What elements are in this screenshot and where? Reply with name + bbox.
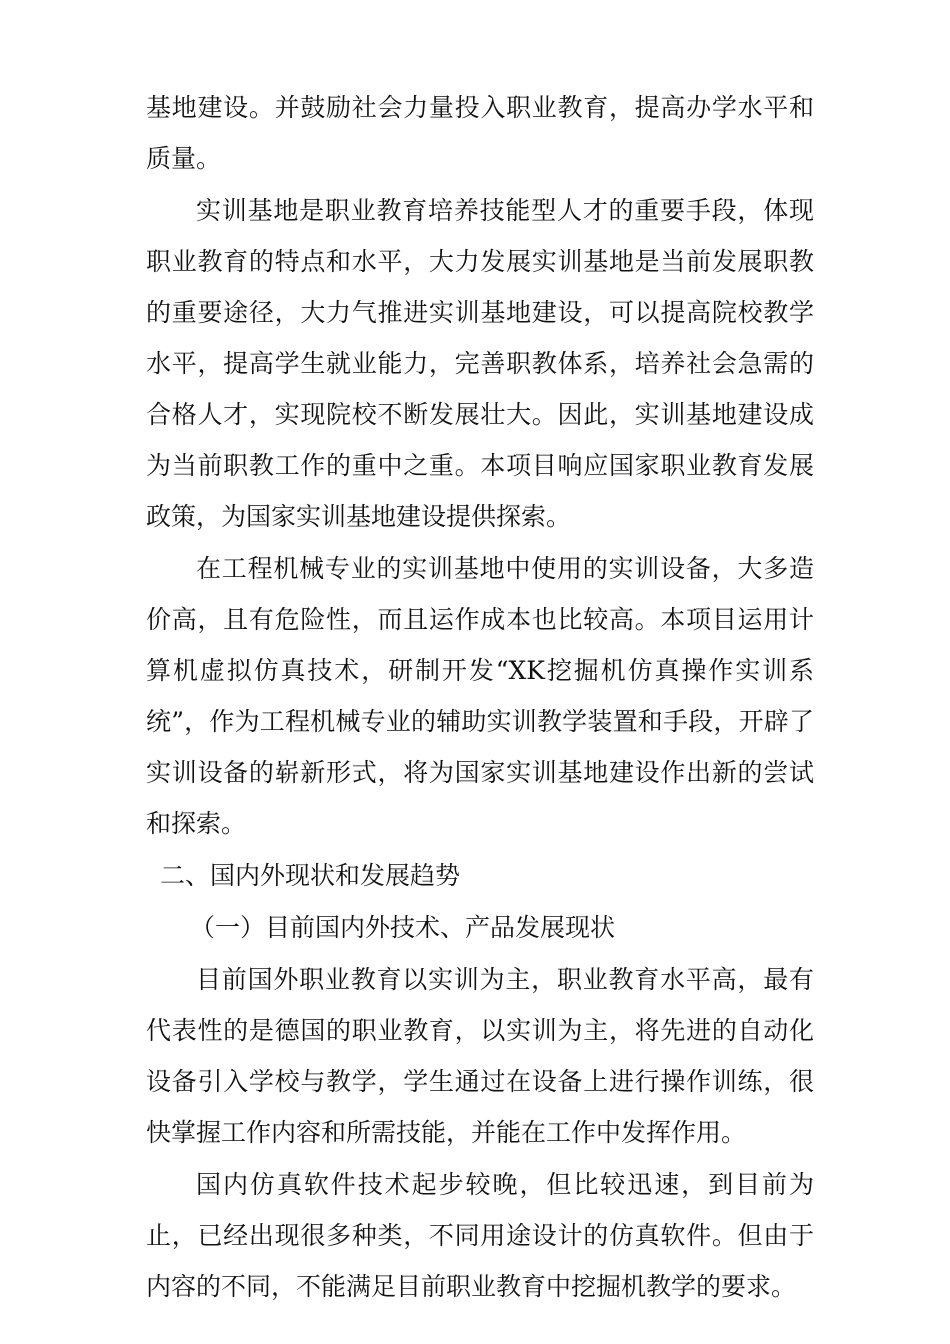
paragraph-foreign: 目前国外职业教育以实训为主，职业教育水平高，最有代表性的是德国的职业教育，以实训为主，将先进的自动化设备引入学校与教学，学生通过在设备上进行操作训练，很快掌握工作内容和所需技能，并能在工作中发挥作用。 bbox=[146, 965, 814, 1147]
paragraph-training-base: 实训基地是职业教育培养技能型人才的重要手段，体现职业教育的特点和水平，大力发展实训基地是当前发展职教的重要途径，大力气推进实训基地建设，可以提高院校教学水平，提高学生就业能力，完善职教体系，培养社会急需的合格人才，实现院校不断发展壮大。因此，实训基地建设成为当前职教工作的重中之重。本项目响应国家职业教育发展政策，为国家实训基地建设提供探索。 bbox=[146, 196, 814, 531]
paragraph-domestic: 国内仿真软件技术起步较晚，但比较迅速，到目前为止，已经出现很多种类，不同用途设计的仿真软件。但由于内容的不同，不能满足目前职业教育中挖掘机教学的要求。 bbox=[146, 1170, 814, 1301]
subsection-heading: （一）目前国内外技术、产品发展现状 bbox=[190, 913, 616, 942]
document-body bbox=[146, 82, 814, 1312]
paragraph-continued: 基地建设。并鼓励社会力量投入职业教育，提高办学水平和质量。 bbox=[146, 93, 814, 173]
paragraph-engineering: 在工程机械专业的实训基地中使用的实训设备，大多造价高，且有危险性，而且运作成本也比较高。本项目运用计算机虚拟仿真技术，研制开发“XK挖掘机仿真操作实训系统”，作为工程机械专业的辅助实训教学装置和手段，开辟了实训设备的崭新形式，将为国家实训基地建设作出新的尝试和探索。 bbox=[146, 554, 814, 838]
section-heading: 二、国内外现状和发展趋势 bbox=[160, 861, 461, 890]
